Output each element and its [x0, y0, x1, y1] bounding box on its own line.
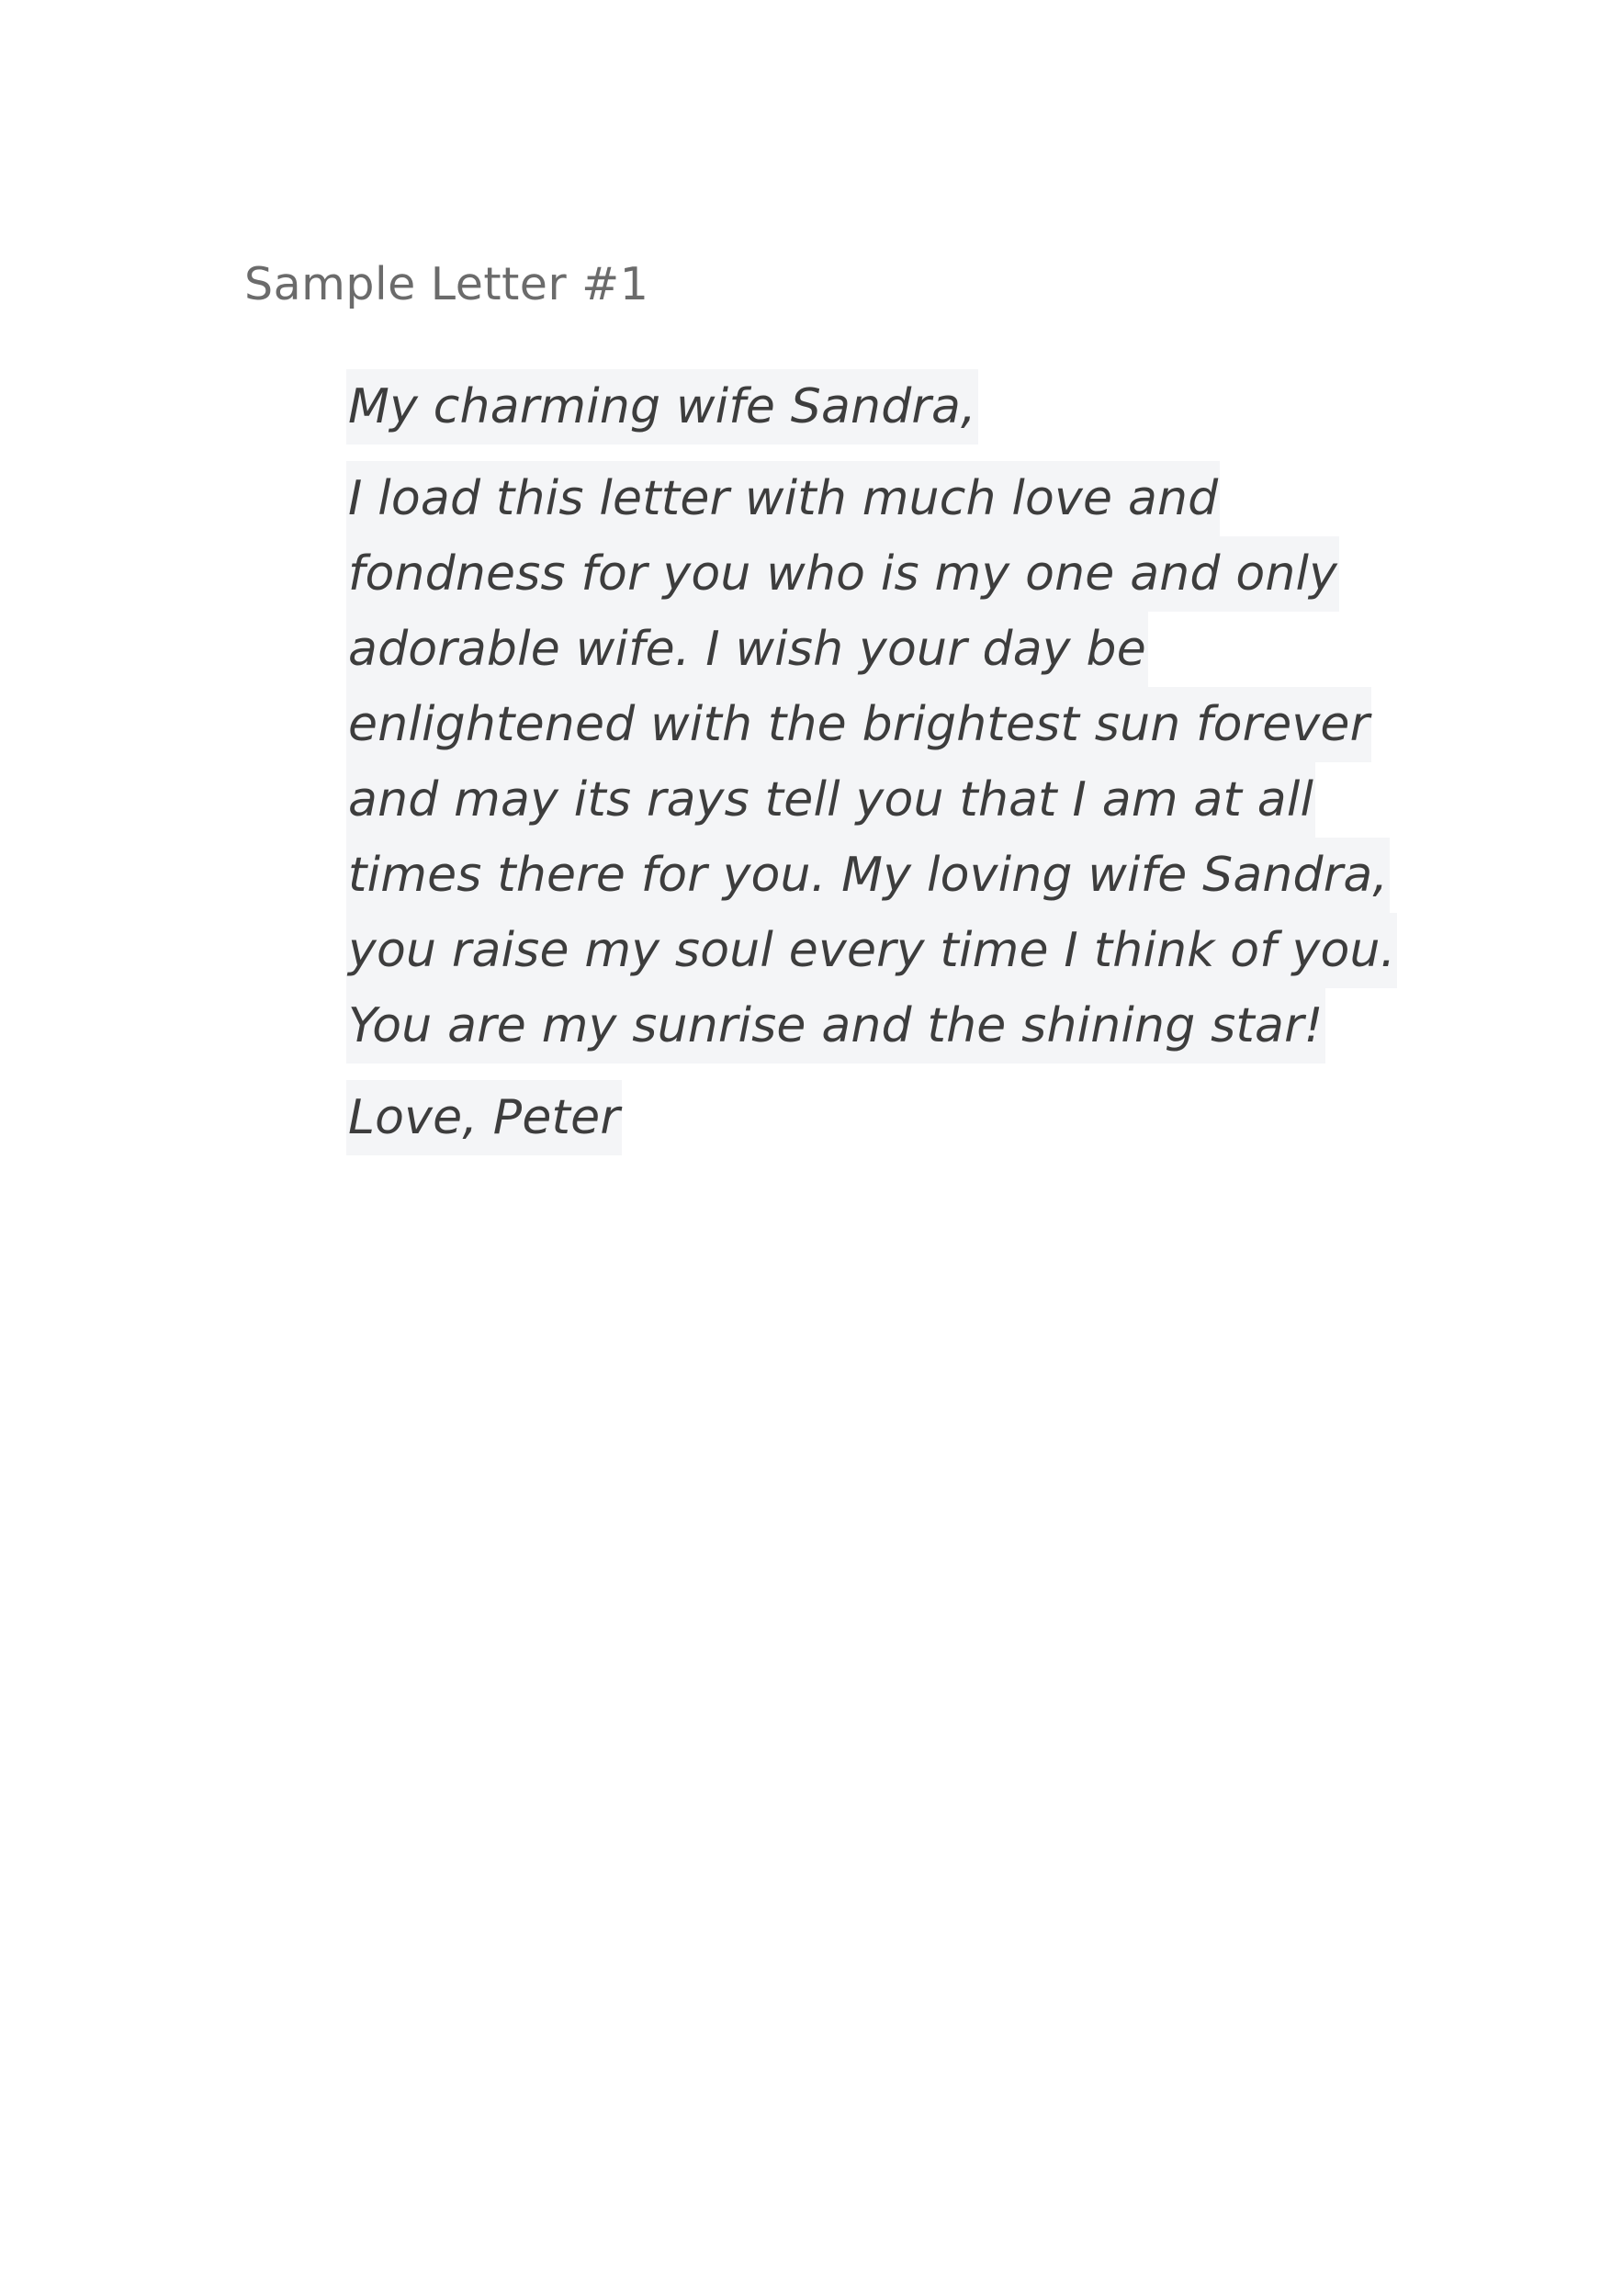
body-line-text: and may its rays tell you that I am at all: [346, 762, 1315, 838]
body-line-text: fondness for you who is my one and only: [346, 536, 1339, 612]
body-line: [346, 988, 1324, 1064]
body-line-text: enlightened with the brightest sun forever: [346, 687, 1371, 762]
body-line-text: adorable wife. I wish your day be: [346, 612, 1148, 687]
paragraph-gap: [346, 1064, 1292, 1080]
body-line: [346, 913, 1396, 988]
body-line-text: times there for you. My loving wife Sandra,: [346, 838, 1390, 913]
salutation-text: My charming wife Sandra,: [346, 369, 978, 445]
letter-content: [346, 369, 1396, 1155]
closing-line: [346, 1080, 1292, 1155]
body-line: [346, 762, 1314, 838]
body-line: [346, 612, 1292, 687]
body-line: [346, 838, 1389, 913]
body-line-text: you raise my soul every time I think of you.: [346, 913, 1397, 988]
salutation-line: [346, 369, 1292, 445]
body-line-text: I load this letter with much love and: [346, 461, 1220, 536]
closing-text: Love, Peter: [346, 1080, 622, 1155]
body-line: [346, 461, 1292, 536]
body-line-text: You are my sunrise and the shining star!: [346, 988, 1325, 1064]
document-title: Sample Letter #1: [244, 258, 649, 310]
body-line: [346, 687, 1370, 762]
body-line: [346, 536, 1338, 612]
paragraph-gap: [346, 445, 1292, 461]
